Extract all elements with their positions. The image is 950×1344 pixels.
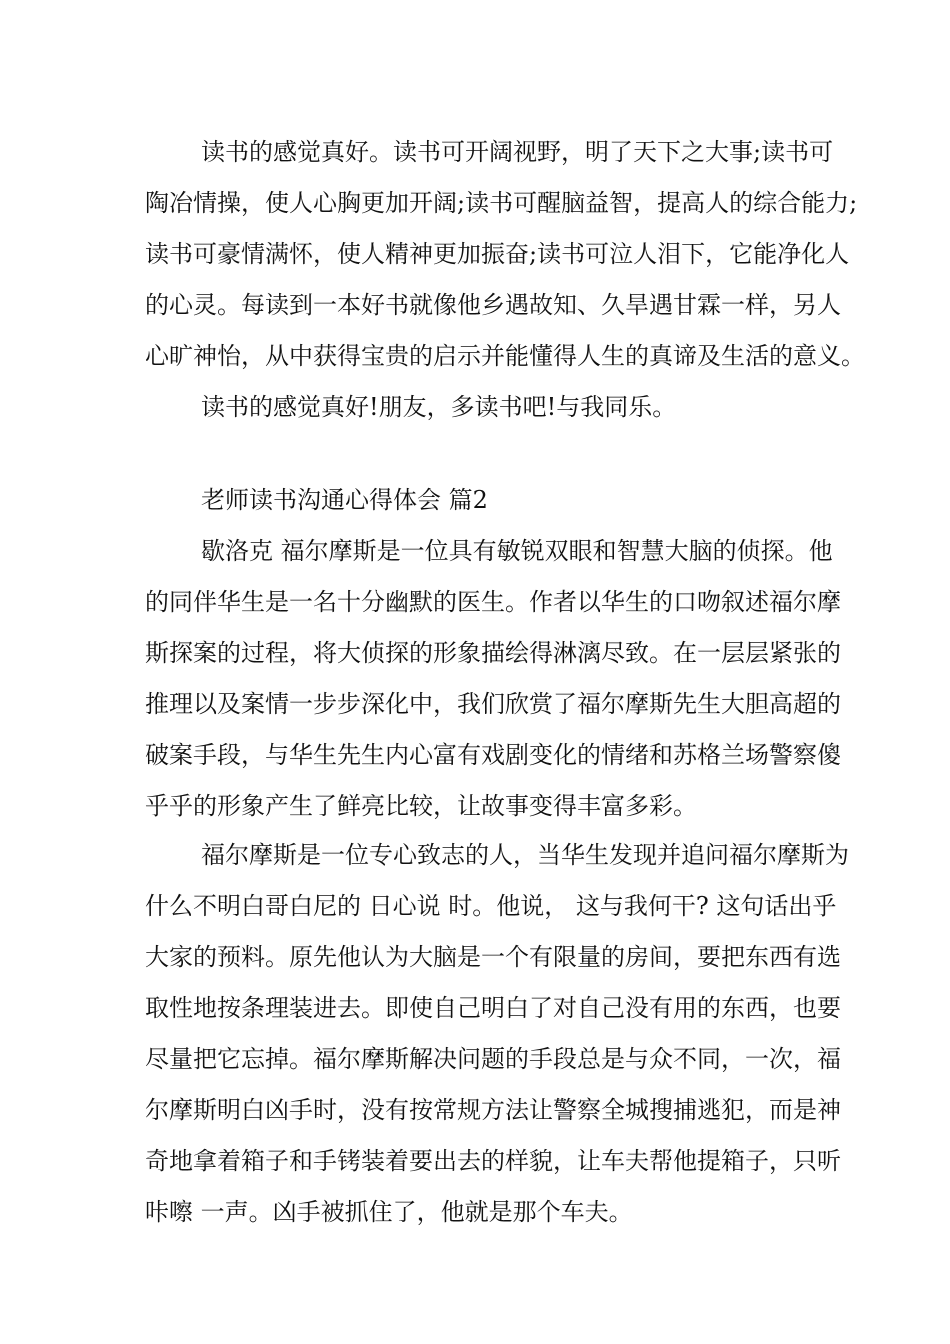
paragraph-line: 心旷神怡，从中获得宝贵的启示并能懂得人生的真谛及生活的意义。 (145, 342, 865, 370)
paragraph-line: 的同伴华生是一名十分幽默的医生。作者以华生的口吻叙述福尔摩 (145, 588, 841, 616)
paragraph-line: 大家的预料。原先他认为大脑是一个有限量的房间，要把东西有选 (145, 943, 841, 971)
paragraph-line: 尽量把它忘掉。福尔摩斯解决问题的手段总是与众不同，一次，福 (145, 1045, 841, 1073)
paragraph-line: 读书可豪情满怀，使人精神更加振奋;读书可泣人泪下，它能净化人 (145, 240, 850, 268)
paragraph-line: 尔摩斯明白凶手时，没有按常规方法让警察全城搜捕逃犯，而是神 (145, 1096, 841, 1124)
paragraph-line: 咔嚓 一声。凶手被抓住了，他就是那个车夫。 (145, 1198, 633, 1226)
paragraph-line: 乎乎的形象产生了鲜亮比较，让故事变得丰富多彩。 (145, 792, 697, 820)
paragraph-line: 陶冶情操，使人心胸更加开阔;读书可醒脑益智，提高人的综合能力; (145, 189, 858, 217)
paragraph-line: 的心灵。每读到一本好书就像他乡遇故知、久旱遇甘霖一样，另人 (145, 291, 841, 319)
paragraph-line: 奇地拿着箱子和手铐装着要出去的样貌，让车夫帮他提箱子，只听 (145, 1147, 841, 1175)
section-heading: 老师读书沟通心得体会 篇2 (201, 486, 488, 514)
closing-line: 读书的感觉真好!朋友，多读书吧!与我同乐。 (201, 393, 677, 421)
paragraph-line: 福尔摩斯是一位专心致志的人，当华生发现并追问福尔摩斯为 (201, 841, 849, 869)
paragraph-line: 取性地按条理装进去。即使自己明白了对自己没有用的东西，也要 (145, 994, 841, 1022)
paragraph-line: 斯探案的过程，将大侦探的形象描绘得淋漓尽致。在一层层紧张的 (145, 639, 841, 667)
paragraph-line: 什么不明白哥白尼的 日心说 时。他说， 这与我何干? 这句话出乎 (145, 892, 837, 920)
paragraph-line: 歇洛克 福尔摩斯是一位具有敏锐双眼和智慧大脑的侦探。他 (201, 537, 833, 565)
paragraph-line: 推理以及案情一步步深化中，我们欣赏了福尔摩斯先生大胆高超的 (145, 690, 841, 718)
paragraph-line: 破案手段，与华生先生内心富有戏剧变化的情绪和苏格兰场警察傻 (145, 741, 841, 769)
paragraph-line: 读书的感觉真好。读书可开阔视野，明了天下之大事;读书可 (201, 138, 834, 166)
